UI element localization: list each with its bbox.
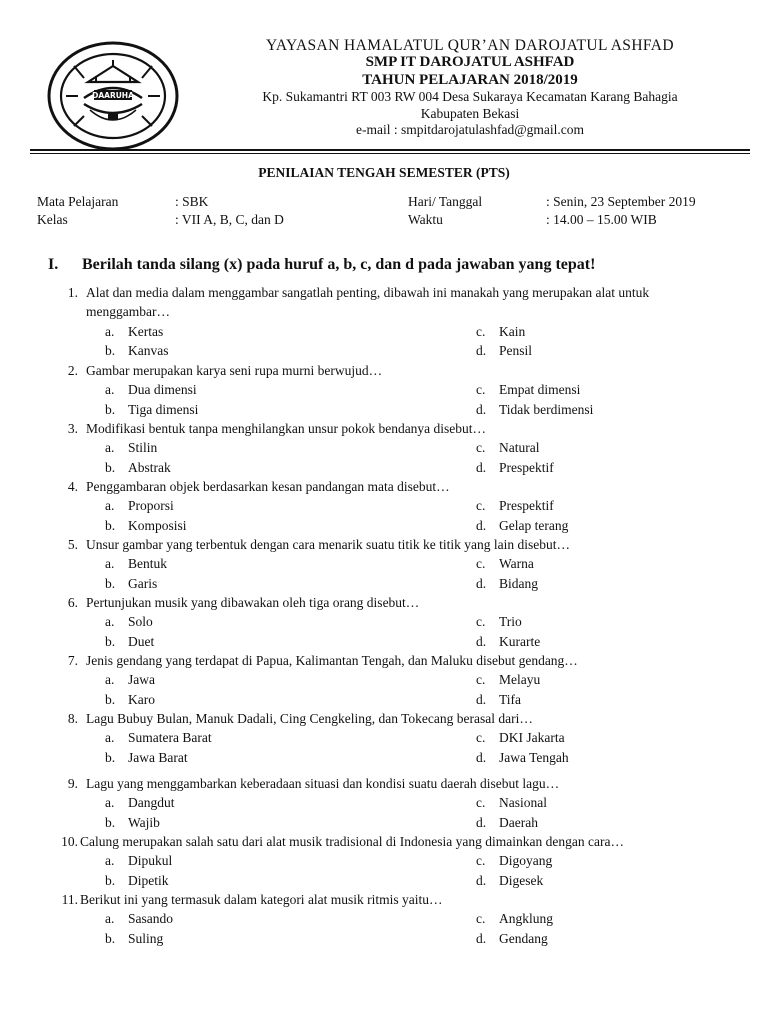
option-text: Tifa: [499, 691, 522, 707]
day-value: : Senin, 23 September 2019: [546, 194, 696, 209]
question-7-option-a[interactable]: [105, 672, 155, 688]
option-letter: c.: [476, 323, 486, 339]
option-text: Abstrak: [128, 459, 171, 475]
option-text: Warna: [499, 556, 534, 572]
option-text: Digesek: [499, 872, 544, 888]
section-instruction: [48, 256, 595, 274]
question-2-option-b[interactable]: [105, 402, 198, 418]
question-number: 9.: [67, 776, 78, 791]
question-number: 6.: [67, 595, 78, 610]
option-text: Sumatera Barat: [128, 730, 212, 746]
question-text: Penggambaran objek berdasarkan kesan pandangan mata disebut…: [86, 479, 450, 494]
option-text: Natural: [499, 440, 540, 456]
question-text: Gambar merupakan karya seni rupa murni berwujud…: [86, 363, 383, 378]
option-letter: b.: [105, 342, 116, 358]
option-letter: a.: [105, 440, 115, 456]
option-letter: a.: [105, 323, 115, 339]
class-label: Kelas: [37, 212, 68, 227]
question-6-option-b[interactable]: [105, 634, 154, 650]
option-text: Prespektif: [499, 498, 554, 514]
organization-name: YAYASAN HAMALATUL QUR’AN DAROJATUL ASHFAD: [266, 37, 674, 54]
option-letter: a.: [105, 498, 115, 514]
question-text: Lagu yang menggambarkan keberadaan situasi dan kondisi suatu daerah disebut lagu…: [86, 776, 560, 791]
school-address: Kp. Sukamantri RT 003 RW 004 Desa Sukaraya Kecamatan Karang Bahagia: [262, 89, 678, 104]
class-value: : VII A, B, C, dan D: [175, 212, 284, 227]
question-number: 10.: [61, 834, 78, 849]
option-text: Trio: [499, 614, 522, 630]
question-7-option-c[interactable]: [476, 672, 540, 688]
question-6-option-a[interactable]: [105, 614, 153, 630]
option-letter: b.: [105, 872, 116, 888]
question-10-option-b[interactable]: [105, 873, 169, 889]
question-4-option-d[interactable]: [476, 518, 568, 534]
question-11-option-d[interactable]: [476, 931, 548, 947]
option-text: Pensil: [499, 342, 533, 358]
question-number: 3.: [67, 421, 78, 436]
question-1-option-d[interactable]: [476, 343, 532, 359]
question-9-option-b[interactable]: [105, 815, 160, 831]
option-letter: c.: [476, 730, 486, 746]
question-text: Jenis gendang yang terdapat di Papua, Kalimantan Tengah, dan Maluku disebut gendang…: [86, 653, 578, 668]
option-letter: c.: [476, 498, 486, 514]
option-text: Daerah: [499, 814, 538, 830]
option-text: Dangdut: [128, 795, 175, 811]
option-letter: d.: [476, 930, 487, 946]
question-1-option-a[interactable]: [105, 324, 163, 340]
header-divider-thick: [30, 149, 750, 151]
option-text: Prespektif: [499, 459, 554, 475]
question-5-option-a[interactable]: [105, 556, 167, 572]
exam-title: PENILAIAN TENGAH SEMESTER (PTS): [258, 165, 510, 180]
academic-year: TAHUN PELAJARAN 2018/2019: [362, 72, 578, 88]
option-text: Gelap terang: [499, 517, 569, 533]
question-8-option-a[interactable]: [105, 730, 212, 746]
question-4-option-c[interactable]: [476, 498, 554, 514]
question-8-option-d[interactable]: [476, 750, 569, 766]
question-text: Berikut ini yang termasuk dalam kategori alat musik ritmis yaitu…: [80, 892, 443, 907]
question-number: 1.: [67, 285, 78, 300]
option-letter: a.: [105, 730, 115, 746]
day-label: Hari/ Tanggal: [408, 194, 483, 209]
option-text: Garis: [128, 575, 158, 591]
option-letter: c.: [476, 440, 486, 456]
question-7-option-b[interactable]: [105, 692, 155, 708]
header-divider-thin: [30, 153, 750, 154]
option-letter: d.: [476, 814, 487, 830]
option-text: Jawa Barat: [128, 749, 188, 765]
option-letter: d.: [476, 342, 487, 358]
question-text: Alat dan media dalam menggambar sangatlah penting, dibawah ini manakah yang merupakan alat untuk: [86, 285, 650, 300]
option-text: Nasional: [499, 795, 547, 811]
question-1-option-b[interactable]: [105, 343, 169, 359]
option-text: Jawa Tengah: [499, 749, 569, 765]
question-text: menggambar…: [86, 304, 170, 320]
time-value: : 14.00 – 15.00 WIB: [546, 212, 657, 227]
option-letter: b.: [105, 930, 116, 946]
question-2-option-c[interactable]: [476, 382, 580, 398]
option-text: Gendang: [499, 930, 548, 946]
option-letter: d.: [476, 517, 487, 533]
option-letter: c.: [476, 556, 486, 572]
option-letter: b.: [105, 814, 116, 830]
option-letter: b.: [105, 459, 116, 475]
option-letter: c.: [476, 614, 486, 630]
option-text: Karo: [128, 691, 155, 707]
option-letter: b.: [105, 401, 116, 417]
question-number: 5.: [67, 537, 78, 552]
question-6-option-c[interactable]: [476, 614, 522, 630]
school-city: Kabupaten Bekasi: [420, 106, 520, 121]
question-10-option-c[interactable]: [476, 853, 552, 869]
option-text: Tiga dimensi: [128, 401, 199, 417]
subject-label: Mata Pelajaran: [37, 194, 119, 209]
option-letter: c.: [476, 795, 486, 811]
option-text: Dua dimensi: [128, 382, 197, 398]
option-text: Dipukul: [128, 853, 173, 869]
option-letter: a.: [105, 853, 115, 869]
option-text: Digoyang: [499, 853, 553, 869]
question-text: Lagu Bubuy Bulan, Manuk Dadali, Cing Cengkeling, dan Tokecang berasal dari…: [86, 711, 533, 726]
option-letter: b.: [105, 633, 116, 649]
option-letter: c.: [476, 911, 486, 927]
option-text: Tidak berdimensi: [499, 401, 594, 417]
option-letter: c.: [476, 853, 486, 869]
option-letter: d.: [476, 872, 487, 888]
option-text: Bidang: [499, 575, 538, 591]
question-9-option-a[interactable]: [105, 795, 175, 811]
option-text: Kanvas: [128, 342, 169, 358]
option-text: Duet: [128, 633, 155, 649]
option-letter: c.: [476, 672, 486, 688]
option-letter: c.: [476, 382, 486, 398]
question-2-option-d[interactable]: [476, 402, 593, 418]
option-text: Komposisi: [128, 517, 187, 533]
option-letter: d.: [476, 575, 487, 591]
option-text: Wajib: [128, 814, 160, 830]
question-number: 8.: [67, 711, 78, 726]
question-9-option-d[interactable]: [476, 815, 538, 831]
question-3-option-a[interactable]: [105, 440, 157, 456]
question-3-option-d[interactable]: [476, 460, 554, 476]
option-text: Melayu: [499, 672, 541, 688]
section-number: I.: [48, 256, 59, 273]
question-number: 7.: [67, 653, 78, 668]
question-10-option-d[interactable]: [476, 873, 543, 889]
question-10-option-a[interactable]: [105, 853, 172, 869]
option-text: Bentuk: [128, 556, 167, 572]
question-6-option-d[interactable]: [476, 634, 540, 650]
option-letter: b.: [105, 749, 116, 765]
option-text: Suling: [128, 930, 164, 946]
logo-wordmark: DAARUHA: [92, 91, 134, 100]
school-email: e-mail : smpitdarojatulashfad@gmail.com: [356, 122, 584, 137]
option-letter: d.: [476, 633, 487, 649]
option-text: Jawa: [128, 672, 155, 688]
option-letter: a.: [105, 382, 115, 398]
question-11-option-b[interactable]: [105, 931, 163, 947]
question-number: 2.: [67, 363, 78, 378]
option-text: Kurarte: [499, 633, 541, 649]
option-text: DKI Jakarta: [499, 730, 565, 746]
option-text: Proporsi: [128, 498, 174, 514]
option-letter: b.: [105, 517, 116, 533]
school-name: SMP IT DAROJATUL ASHFAD: [365, 54, 575, 70]
option-letter: a.: [105, 672, 115, 688]
option-letter: d.: [476, 691, 487, 707]
question-11-option-c[interactable]: [476, 911, 553, 927]
option-letter: a.: [105, 795, 115, 811]
option-letter: d.: [476, 749, 487, 765]
question-2-option-a[interactable]: [105, 382, 197, 398]
time-label: Waktu: [408, 212, 443, 227]
subject-value: : SBK: [175, 194, 209, 209]
option-letter: d.: [476, 401, 487, 417]
option-letter: d.: [476, 459, 487, 475]
question-7-option-d[interactable]: [476, 692, 521, 708]
school-logo: [44, 38, 182, 154]
question-5-option-c[interactable]: [476, 556, 534, 572]
question-text: Pertunjukan musik yang dibawakan oleh tiga orang disebut…: [86, 595, 420, 610]
option-letter: a.: [105, 614, 115, 630]
question-8-option-b[interactable]: [105, 750, 188, 766]
question-11-option-a[interactable]: [105, 911, 173, 927]
question-number: 11.: [61, 892, 78, 907]
question-3-option-c[interactable]: [476, 440, 539, 456]
option-text: Kertas: [128, 323, 164, 339]
question-8-option-c[interactable]: [476, 730, 565, 746]
instruction-text: Berilah tanda silang (x) pada huruf a, b, c, dan d pada jawaban yang tepat!: [82, 256, 596, 273]
question-4-option-b[interactable]: [105, 518, 187, 534]
question-3-option-b[interactable]: [105, 460, 171, 476]
option-text: Empat dimensi: [499, 382, 581, 398]
option-text: Kain: [499, 323, 526, 339]
question-9-option-c[interactable]: [476, 795, 547, 811]
option-letter: b.: [105, 691, 116, 707]
question-5-option-b[interactable]: [105, 576, 157, 592]
option-letter: a.: [105, 911, 115, 927]
option-letter: a.: [105, 556, 115, 572]
option-text: Sasando: [128, 911, 173, 927]
question-5-option-d[interactable]: [476, 576, 538, 592]
question-number: 4.: [67, 479, 78, 494]
option-text: Stilin: [128, 440, 158, 456]
option-text: Solo: [128, 614, 153, 630]
question-text: Calung merupakan salah satu dari alat musik tradisional di Indonesia yang dimainkan dengan cara…: [80, 834, 624, 849]
option-text: Dipetik: [128, 872, 169, 888]
question-1-option-c[interactable]: [476, 324, 525, 340]
question-text: Modifikasi bentuk tanpa menghilangkan unsur pokok bendanya disebut…: [86, 421, 487, 436]
option-text: Angklung: [499, 911, 553, 927]
question-text: Unsur gambar yang terbentuk dengan cara menarik suatu titik ke titik yang lain disebut…: [86, 537, 570, 552]
question-4-option-a[interactable]: [105, 498, 174, 514]
option-letter: b.: [105, 575, 116, 591]
